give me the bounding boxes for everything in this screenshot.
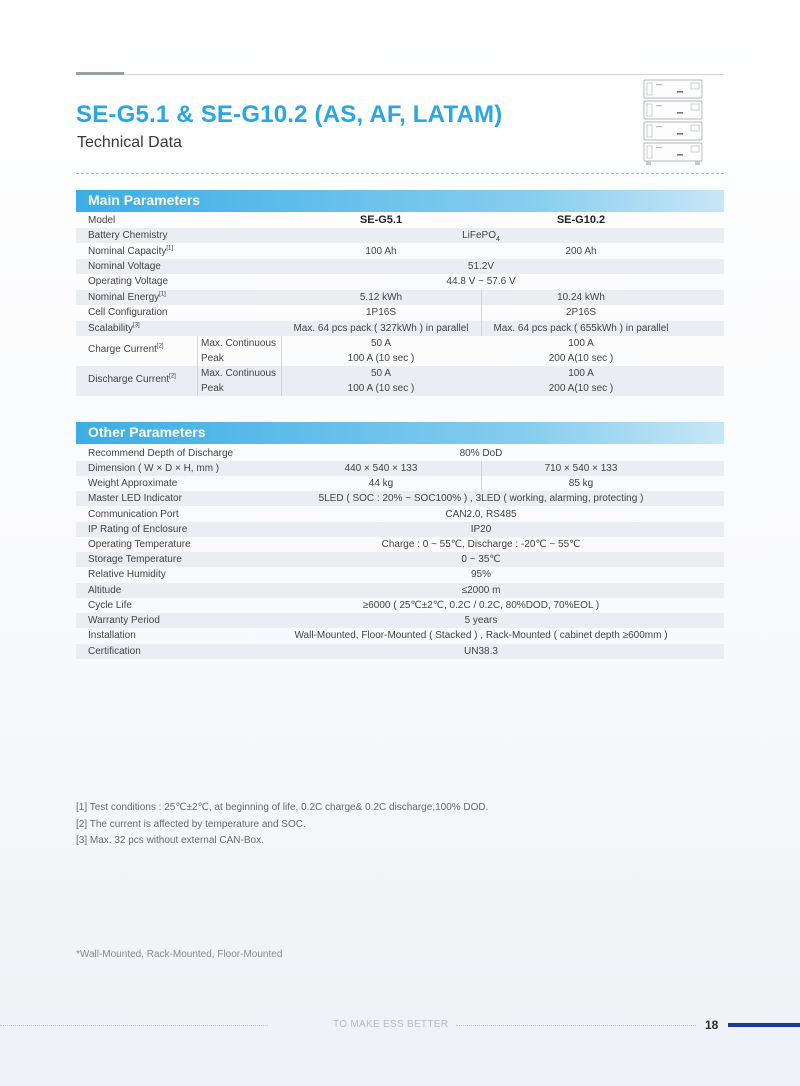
column-divider [281, 336, 282, 396]
row-label: Nominal Capacity[1] [88, 245, 174, 257]
altitude-value: ≤2000 m [461, 585, 501, 596]
capacity-g5-value: 100 Ah [365, 246, 397, 257]
column-divider [481, 461, 482, 491]
page-subtitle: Technical Data [77, 134, 182, 151]
comm-port-value: CAN2.0, RS485 [445, 509, 517, 520]
row-label: Cycle Life [88, 600, 132, 611]
page-number: 18 [705, 1018, 719, 1032]
row-label: Recommend Depth of Discharge [88, 448, 234, 459]
discharge-cont-g5-value: 50 A [370, 368, 392, 379]
row-label: Nominal Voltage [88, 261, 161, 272]
installation-note: *Wall-Mounted, Rack-Mounted, Floor-Mounted [76, 949, 283, 960]
header-divider [76, 173, 724, 174]
charge-current-label: Charge Current[2] [88, 343, 164, 355]
ip-rating-value: IP20 [470, 524, 492, 535]
table-row [76, 491, 724, 506]
table-row [76, 305, 724, 320]
model-se-g5-1: SE-G5.1 [359, 214, 403, 226]
table-row [76, 274, 724, 289]
row-sublabel: Max. Continuous [201, 338, 277, 349]
row-sublabel: Max. Continuous [201, 368, 277, 379]
table-row [76, 336, 724, 351]
row-label: IP Rating of Enclosure [88, 524, 188, 535]
row-label: Certification [88, 646, 141, 657]
row-label: Nominal Energy[1] [88, 291, 166, 303]
led-value: 5LED ( SOC : 20% ~ SOC100% ) , 3LED ( working, alarming, protecting ) [318, 493, 644, 504]
dimension-g10-value: 710 × 540 × 133 [544, 463, 618, 474]
row-sublabel: Peak [201, 383, 224, 394]
table-row [76, 228, 724, 243]
table-row [76, 351, 724, 366]
cell-config-g5-value: 1P16S [365, 307, 397, 318]
table-row [76, 567, 724, 582]
cell-config-g10-value: 2P16S [565, 307, 597, 318]
model-se-g10-2: SE-G10.2 [556, 214, 606, 226]
table-row [76, 321, 724, 336]
row-sublabel: Peak [201, 353, 224, 364]
row-label: Communication Port [88, 509, 179, 520]
discharge-peak-g5-value: 100 A (10 sec ) [347, 383, 415, 394]
table-row [76, 507, 724, 522]
row-label: Model [88, 215, 116, 226]
warranty-value: 5 years [464, 615, 498, 626]
row-label: Storage Temperature [88, 554, 182, 565]
energy-g5-value: 5.12 kWh [359, 292, 403, 303]
footnote-1: [1] Test conditions : 25℃±2℃, at beginning of life, 0.2C charge& 0.2C discharge,100% DOD. [76, 802, 489, 813]
energy-g10-value: 10.24 kWh [557, 292, 605, 303]
charge-peak-g5-value: 100 A (10 sec ) [347, 353, 415, 364]
row-label: Altitude [88, 585, 122, 596]
footer-rule-left [0, 1025, 268, 1026]
row-label: Cell Configuration [88, 307, 168, 318]
table-row [76, 537, 724, 552]
discharge-peak-g10-value: 200 A(10 sec ) [548, 383, 614, 394]
discharge-cont-g10-value: 100 A [568, 368, 594, 379]
footer-slogan: TO MAKE ESS BETTER [333, 1019, 449, 1030]
battery-chemistry-value: LiFePO$_4$ [462, 230, 500, 243]
table-row [76, 213, 724, 228]
row-label: Master LED Indicator [88, 493, 182, 504]
header-accent-bar [76, 72, 124, 75]
scalability-g10-value: Max. 64 pcs pack ( 655kWh ) in parallel [493, 323, 669, 334]
row-label: Scalability[3] [88, 322, 140, 334]
row-label: Battery Chemistry [88, 230, 168, 241]
table-row [76, 290, 724, 305]
certification-value: UN38.3 [464, 646, 498, 657]
dod-value: 80% DoD [459, 448, 503, 459]
row-label: Dimension ( W × D × H, mm ) [88, 463, 220, 474]
discharge-current-label: Discharge Current[2] [88, 373, 176, 385]
table-row [76, 476, 724, 491]
installation-value: Wall-Mounted, Floor-Mounted ( Stacked ) , Rack-Mounted ( cabinet depth ≥600mm ) [294, 630, 668, 641]
cycle-life-value: ≥6000 ( 25℃±2℃, 0.2C / 0.2C, 80%DOD, 70%EOL ) [362, 600, 600, 611]
column-divider [481, 290, 482, 336]
row-label: Operating Temperature [88, 539, 191, 550]
other-parameters-title: Other Parameters [88, 424, 206, 440]
header-rule [124, 74, 724, 75]
row-label: Operating Voltage [88, 276, 169, 287]
footnote-3: [3] Max. 32 pcs without external CAN-Box. [76, 835, 264, 846]
table-row [76, 552, 724, 567]
operating-voltage-value: 44.8 V ~ 57.6 V [446, 276, 516, 287]
weight-g10-value: 85 kg [568, 478, 594, 489]
scalability-g5-value: Max. 64 pcs pack ( 327kWh ) in parallel [293, 323, 469, 334]
capacity-g10-value: 200 Ah [565, 246, 597, 257]
row-label: Warranty Period [88, 615, 160, 626]
table-row [76, 613, 724, 628]
table-row [76, 446, 724, 461]
charge-cont-g10-value: 100 A [568, 338, 594, 349]
main-parameters-header [76, 190, 724, 212]
footer-rule-right [456, 1025, 696, 1026]
column-divider [197, 336, 198, 396]
operating-temp-value: Charge : 0 ~ 55℃, Discharge : -20℃ ~ 55℃ [381, 539, 581, 550]
row-label: Relative Humidity [88, 569, 166, 580]
table-row [76, 628, 724, 643]
row-label: Installation [88, 630, 136, 641]
table-row [76, 461, 724, 476]
weight-g5-value: 44 kg [368, 478, 394, 489]
table-row [76, 522, 724, 537]
row-label: Weight Approximate [88, 478, 178, 489]
table-row [76, 644, 724, 659]
footnote-2: [2] The current is affected by temperature and SOC. [76, 819, 306, 830]
table-row [76, 244, 724, 259]
charge-peak-g10-value: 200 A(10 sec ) [548, 353, 614, 364]
main-parameters-title: Main Parameters [88, 192, 201, 208]
page-accent-bar [728, 1023, 800, 1027]
table-row [76, 598, 724, 613]
table-row [76, 583, 724, 598]
charge-cont-g5-value: 50 A [370, 338, 392, 349]
humidity-value: 95% [470, 569, 491, 580]
battery-stack-image [640, 78, 706, 166]
other-parameters-header [76, 422, 724, 444]
nominal-voltage-value: 51.2V [467, 261, 495, 272]
page-title: SE-G5.1 & SE-G10.2 (AS, AF, LATAM) [76, 101, 503, 128]
table-row [76, 259, 724, 274]
storage-temp-value: 0 ~ 35℃ [461, 554, 501, 565]
dimension-g5-value: 440 × 540 × 133 [344, 463, 418, 474]
